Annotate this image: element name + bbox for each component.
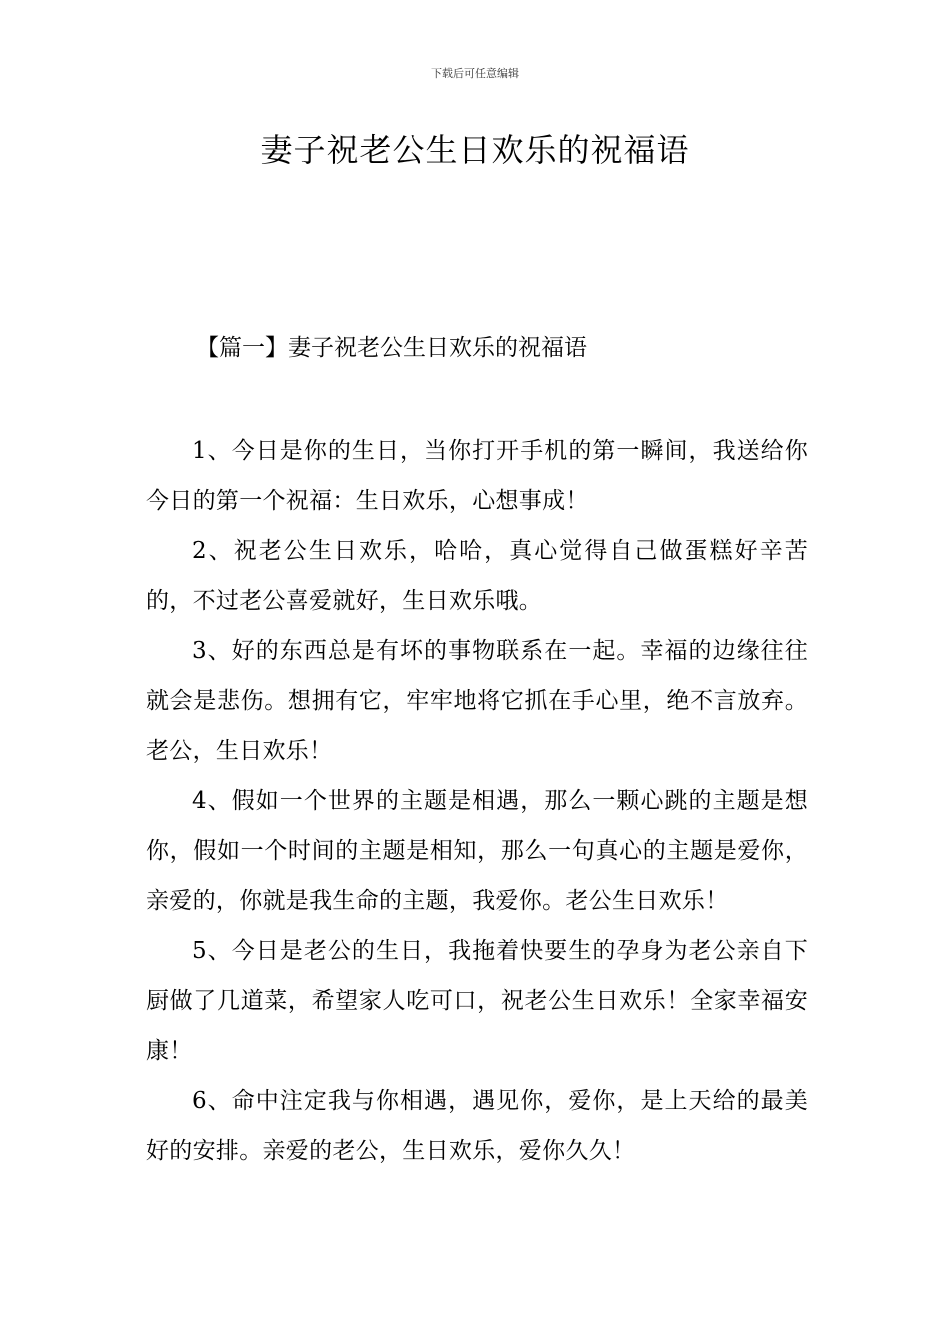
document-title: 妻子祝老公生日欢乐的祝福语 xyxy=(260,131,690,169)
paragraph-1: 1、今日是你的生日，当你打开手机的第一瞬间，我送给你今日的第一个祝福：生日欢乐，心想事成！ xyxy=(146,438,808,514)
paragraph-5: 5、今日是老公的生日，我拖着快要生的孕身为老公亲自下厨做了几道菜，希望家人吃可口，祝老公生日欢乐！全家幸福安康！ xyxy=(146,938,808,1064)
paragraph-3: 3、好的东西总是有坏的事物联系在一起。幸福的边缘往往就会是悲伤。想拥有它，牢牢地将它抓在手心里，绝不言放弃。老公，生日欢乐！ xyxy=(146,638,808,764)
paragraph-4: 4、假如一个世界的主题是相遇，那么一颗心跳的主题是想你，假如一个时间的主题是相知，那么一句真心的主题是爱你，亲爱的，你就是我生命的主题，我爱你。老公生日欢乐！ xyxy=(146,788,808,914)
paragraph-2: 2、祝老公生日欢乐，哈哈，真心觉得自己做蛋糕好辛苦的，不过老公喜爱就好，生日欢乐哦。 xyxy=(146,538,808,614)
header-note: 下载后可任意编辑 xyxy=(431,67,519,80)
body-text xyxy=(146,426,808,1176)
section-heading: 【篇一】妻子祝老公生日欢乐的祝福语 xyxy=(196,335,587,361)
paragraph-6: 6、命中注定我与你相遇，遇见你，爱你，是上天给的最美好的安排。亲爱的老公，生日欢乐，爱你久久！ xyxy=(146,1088,808,1164)
